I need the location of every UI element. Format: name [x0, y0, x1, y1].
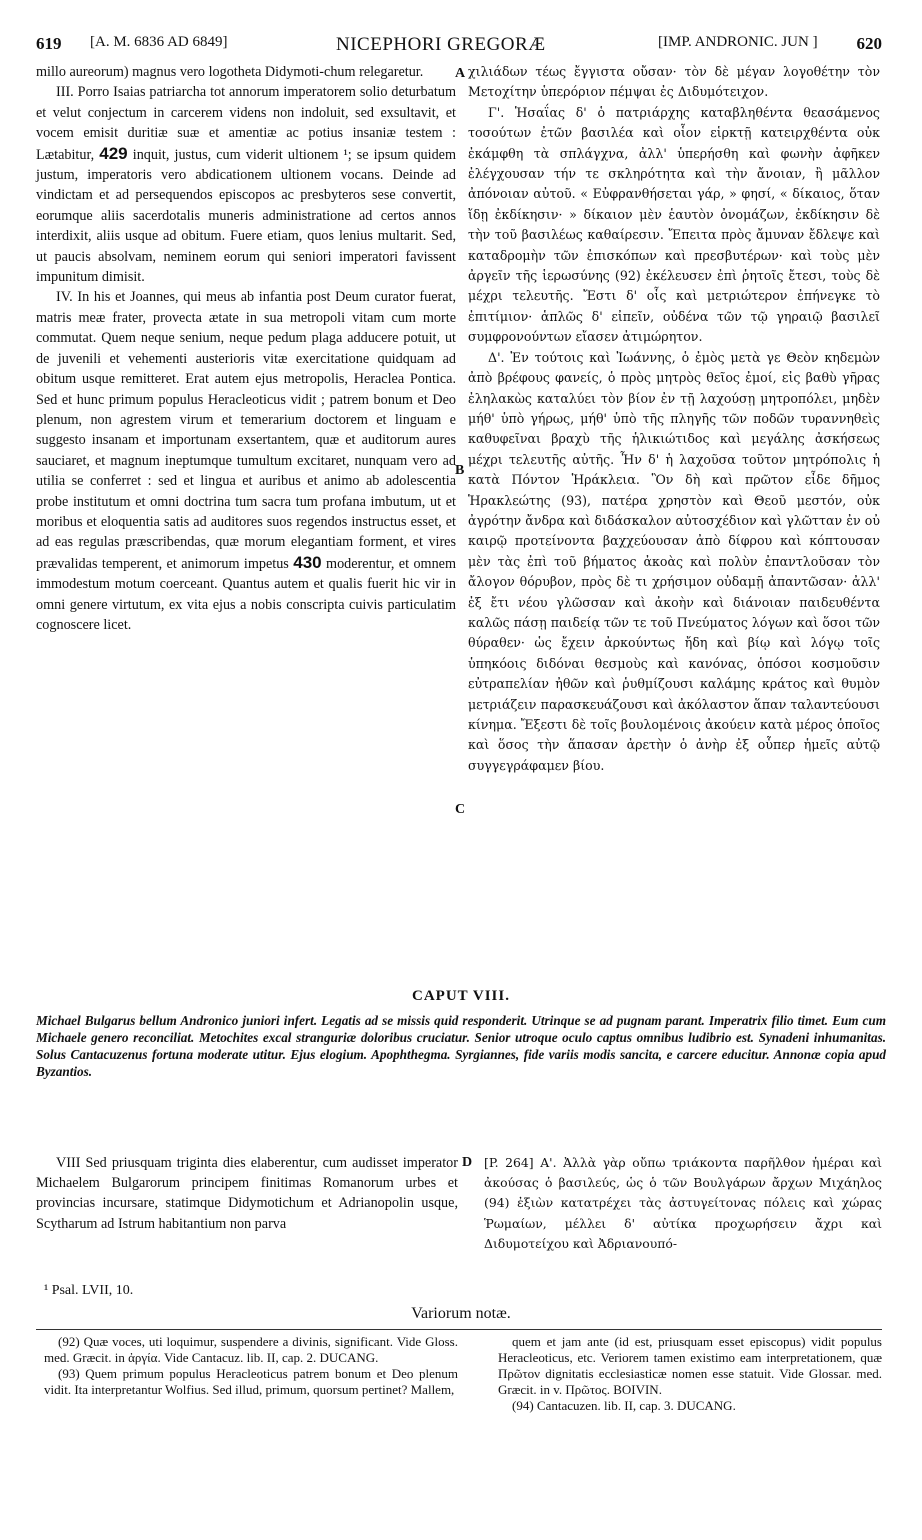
note-93-continued: quem et jam ante (id est, priusquam esset episcopus) vidit populus Heracleoticus, etc. Veriorem tamen existimo eam interpretationem, quæ Πρῶτον dignitatis ecclesiasticæ nomen esse statuit. Vide Glossar. med. Græcit. in v. Πρῶτος. BOIVIN.	[498, 1334, 882, 1397]
header-ref-right: [IMP. ANDRONIC. JUN ]	[658, 34, 818, 50]
margin-letter-c: C	[455, 802, 466, 817]
latin-paragraph-2	[36, 82, 456, 287]
greek-chapter-8: [P. 264] Α'. Ἀλλὰ γὰρ οὔπω τριάκοντα παρῆλθον ἡμέραι καὶ ἀκούσας ὁ βασιλεύς, ὡς ὁ τῶν Βουλγάρων ἄρχων Μιχάηλος (94) ἐξιὼν κατατρέχει τὰς ἀστυγείτονας πόλεις καὶ χώρας Ῥωμαίων, μέλλει δ' αὐτίκα προχωρήσειν ἄχρι καὶ Διδυμοτείχου καὶ Ἀδριανουπό-	[484, 1155, 882, 1251]
margin-letter-a: A	[455, 66, 466, 81]
note-93: (93) Quem primum populus Heracleoticus patrem bonum et Deo plenum vidit. Ita interpretantur Wolfius. Sed illud, primum, quorsum pertinet? Mallem,	[44, 1366, 458, 1397]
latin-paragraph-3-a: IV. In his et Joannes, qui meus ab infantia post Deum curator fuerat, matris meæ frater, provecta ætate in sua metropoli vitam cum morte commutat. Quem neque senium, neque pedum plaga adducere potuit, ut de juvenili et vehementi austerioris vitæ exercitatione quidquam ad obitum usque remitteret. Erat autem ejus metropolis, Heraclea Pontica. Sed et hunc primum populus Heracleoticus vidit ; patrem bonum et Deo plenum, non agrestem virum et temerarium doctorem et linguam e suggesto insanam et importunam exsertantem, quæ et auditorum aures sauciaret, et magnum ineptumque tumultum excitaret, nunquam vero ad utilia se conferret : sed et lingua et auribus et animo ab adolescentia probe institutum et omni doctrina tum sacra tum profana imbutum, ut et moribus et eloquentia satis ad auditores suos regendos instructus esset, et ad eas regulas præscribendas, quæ morum elegantiam forment, et vires prævalidas temperent, et animorum impetus	[36, 289, 456, 572]
greek-column	[468, 62, 880, 776]
latin-paragraph-3	[36, 287, 456, 635]
notes-divider	[36, 1329, 882, 1330]
margin-letter-d: D	[462, 1155, 473, 1170]
greek-paragraph-3: Δ'. Ἐν τούτοις καὶ Ἰωάννης, ὁ ἐμὸς μετὰ γε Θεὸν κηδεμὼν ἀπὸ βρέφους φανείς, ὁ πρὸς μητρὸς θεῖος ἐμοί, εἰς βαθὺ γῆρας ἐληλακὼς καταλύει τὸν βίον ἐν τῇ λαχούσῃ μητροπόλει, μηδὲν μήθ' ὑπὸ γήρως, μήθ' ὑπὸ τῆς πληγῆς τῶν ποδῶν τυραννηθεὶς καθυφεῖναι βραχὺ τῆς ἡλικιώτιδος καὶ μεγάλης ἀσκήσεως μέχρι τελευτῆς αὐτῆς. Ἦν δ' ἡ λαχοῦσα τοῦτον μητρόπολις ἡ κατὰ Πόντον Ἡράκλεια. Ὃν δὴ καὶ πρῶτον εἶδε δῆμος Ἡρακλεώτης (93), πατέρα χρηστὸν καὶ Θεοῦ μεστόν, οὐκ ἀγρότην ἄνδρα καὶ διδάσκαλον αὐτοσχέδιον καὶ γλῶτταν ἐν οὐ καιρῷ προτείνοντα βαχχεύουσαν ἀπὸ δίφρου καὶ κόπτουσαν μὲν τὰς ἐπὶ τοῦ βήματος ἀκοὰς καὶ πολὺν ἐπαντλοῦσαν τὸν ἄλογον θόρυβον, πρὸς δὲ τι χρήσιμον οὐδαμῇ ἀπαντῶσαν· ἀλλ' ἐξ ἔτι νέου γλῶσσαν καὶ ἀκοὴν καὶ διάνοιαν παιδευθέντα καλῶς πάσῃ παιδείᾳ τῶν τε τοῦ Πνεύματος λόγων καὶ ὅσοι τῶν θύραθεν· ὡς ἔχειν ἀρκούντως ἤδη καὶ βίῳ καὶ λόγῳ τοῖς ὑπηκόοις διδόναι θεσμοὺς καὶ κανόνας, ὁπόσοι κοσμοῦσιν εὐτραπελίαν ἠθῶν καὶ ῥυθμίζουσι καλάμης κράτος καὶ θυμὸν μετριάζειν παρασκευάζουσι καὶ ἀκόλαστον ἅπαν ταλαντεύουσι κίνημα. Ἔξεστι δὲ τοῖς βουλομένοις ἀκούειν κατὰ μέρος ὁποῖος καὶ ὅσος τὴν ἅπασαν ἀρετὴν ὁ ἀνὴρ ἐξ οὗπερ ἡμεῖς αὐτῷ συγγεγράφαμεν βίου.	[468, 349, 880, 773]
latin-paragraph-2-a: III. Porro Isaias patriarcha tot annorum imperatorem solio deturbatum et velut conjectum in carcerem videns non indoluit, sed exsultavit, et vocem emisit duritiæ suæ et amentiæ ac potius insaniæ testem : Lætabitur,	[36, 84, 456, 163]
latin-paragraph-1: millo aureorum) magnus vero logotheta Didymoti-chum relegaretur.	[36, 64, 424, 80]
chapter-heading: CAPUT VIII.	[412, 988, 510, 1004]
latin-chapter-8-text: VIII Sed priusquam triginta dies elaberentur, cum audisset imperator Michaelem Bulgarorum principem finitimas Romanorum urbes et provincias incursare, statimque Didymotichum et Adrianopolin usque, Scytharum ad Istrum habitantium non parva	[36, 1155, 458, 1232]
page-header	[36, 34, 882, 60]
chapter-summary: Michael Bulgarus bellum Andronico juniori infert. Legatis ad se missis quid responderit. Utrinque se ad pugnam parant. Imperatrix filio timet. Eum cum Michaele genero reconciliat. Metochites excal stranguriæ doloribus cruciatur. Senior utroque oculo captus omnibus ludibrio est. Synadeni inhumanitas. Solus Cantacuzenus fortuna moderate utitur. Ejus elogium. Apophthegma. Syrgiannes, fide variis modis sancita, e carcere educitur. Annonæ copia apud Byzantios.	[36, 1013, 886, 1079]
variorum-heading: Variorum notæ.	[411, 1305, 511, 1322]
note-94: (94) Cantacuzen. lib. II, cap. 3. DUCANG.	[512, 1398, 736, 1413]
latin-column	[36, 62, 456, 635]
column-number-430: 430	[293, 552, 322, 572]
header-ref-left: [A. M. 6836 AD 6849]	[90, 34, 228, 50]
greek-paragraph-1: χιλιάδων τέως ἔγγιστα οὔσαν· τὸν δὲ μέγαν λογοθέτην τὸν Μετοχίτην ὑπερόριον πέμψαι ἐς Διδυμότειχον.	[468, 64, 880, 100]
note-92: (92) Quæ voces, uti loquimur, suspendere a divinis, significant. Vide Gloss. med. Græcit. in ἀργία. Vide Cantacuz. lib. II, cap. 2. DUCANG.	[44, 1334, 458, 1365]
column-number-429: 429	[99, 143, 128, 163]
running-title: NICEPHORI GREGORÆ	[336, 34, 546, 55]
greek-paragraph-2: Γ'. Ἡσαΐας δ' ὁ πατριάρχης καταβληθέντα θεασάμενος τοσούτων ἐτῶν βασιλέα καὶ οἷον εἱρκτῇ κατειρχθέντα οὐκ ἐκάμφθη τὰ σπλάγχνα, ἀλλ' ὑπερήσθη καὶ φωνὴν ἀφῆκεν ἐλέγχουσαν τήν τε σκληρότητα καὶ τὴν ἄνοιαν, ἢ μᾶλλον ἀπόνοιαν αὐτοῦ. « Εὐφρανθήσεται γάρ, » φησί, « δίκαιος, ὅταν ἴδῃ ἐκδίκησιν· » δίκαιον μὲν ἑαυτὸν ὀνομάζων, ἐκδίκησιν δὲ τὴν τοῦ βασιλέως καθαίρεσιν. Ἔπειτα πρὸς ἄμυναν ἔδλεψε καὶ καταδρομὴν τῶν ἐπισκόπων καὶ πρεσβυτέρων· καὶ τοὺς μὲν ἀργεῖν τῆς ἱερωσύνης (92) ἐκέλευσεν ἐπὶ ῥητοῖς ἔτεσι, τοὺς δὲ μέχρι τελευτῆς. Ἔστι δ' οἷς καὶ μετριώτερον ἐπήνεγκε τὸ ἐπιτίμιον· ἁπλῶς δ' εἰπεῖν, οὐδένα τῶν τῷ γηραιῷ βασιλεῖ συμφρονούντων εἴασεν ἀτιμώρητον.	[468, 104, 880, 345]
latin-chapter-8	[36, 1153, 458, 1234]
latin-paragraph-3-b: moderentur, et omnem immodestum motum coerceant. Quantus autem et qualis fuerit hic vir in omni genere virtutum, ex vita ejus a nobis conscripta cuivis particulatim cognoscere licet.	[36, 555, 457, 633]
notes-right-column	[498, 1334, 882, 1414]
latin-paragraph-2-b: inquit, justus, cum viderit ultionem ¹; se ipsum quidem justum, imperatoris vero abdicationem ultionem vocans. Deinde ad vindictam et ad persequendos episcopos ac presbyteros sese convertit, eorumque aliis sacerdotalis muneris administratione ad certos annos interdixit, aliis usque ad obitum. Fuere etiam, quos lenius multarit. Sed, ut paucis absolvam, neminem eorum qui seniori imperatori favissent impunitum dimisit.	[36, 146, 457, 286]
notes-left-column	[44, 1334, 458, 1398]
page-number-left: 619	[36, 34, 62, 53]
page-number-right: 620	[856, 34, 882, 53]
scripture-footnote: ¹ Psal. LVII, 10.	[44, 1283, 134, 1298]
margin-letter-b: B	[455, 463, 465, 478]
